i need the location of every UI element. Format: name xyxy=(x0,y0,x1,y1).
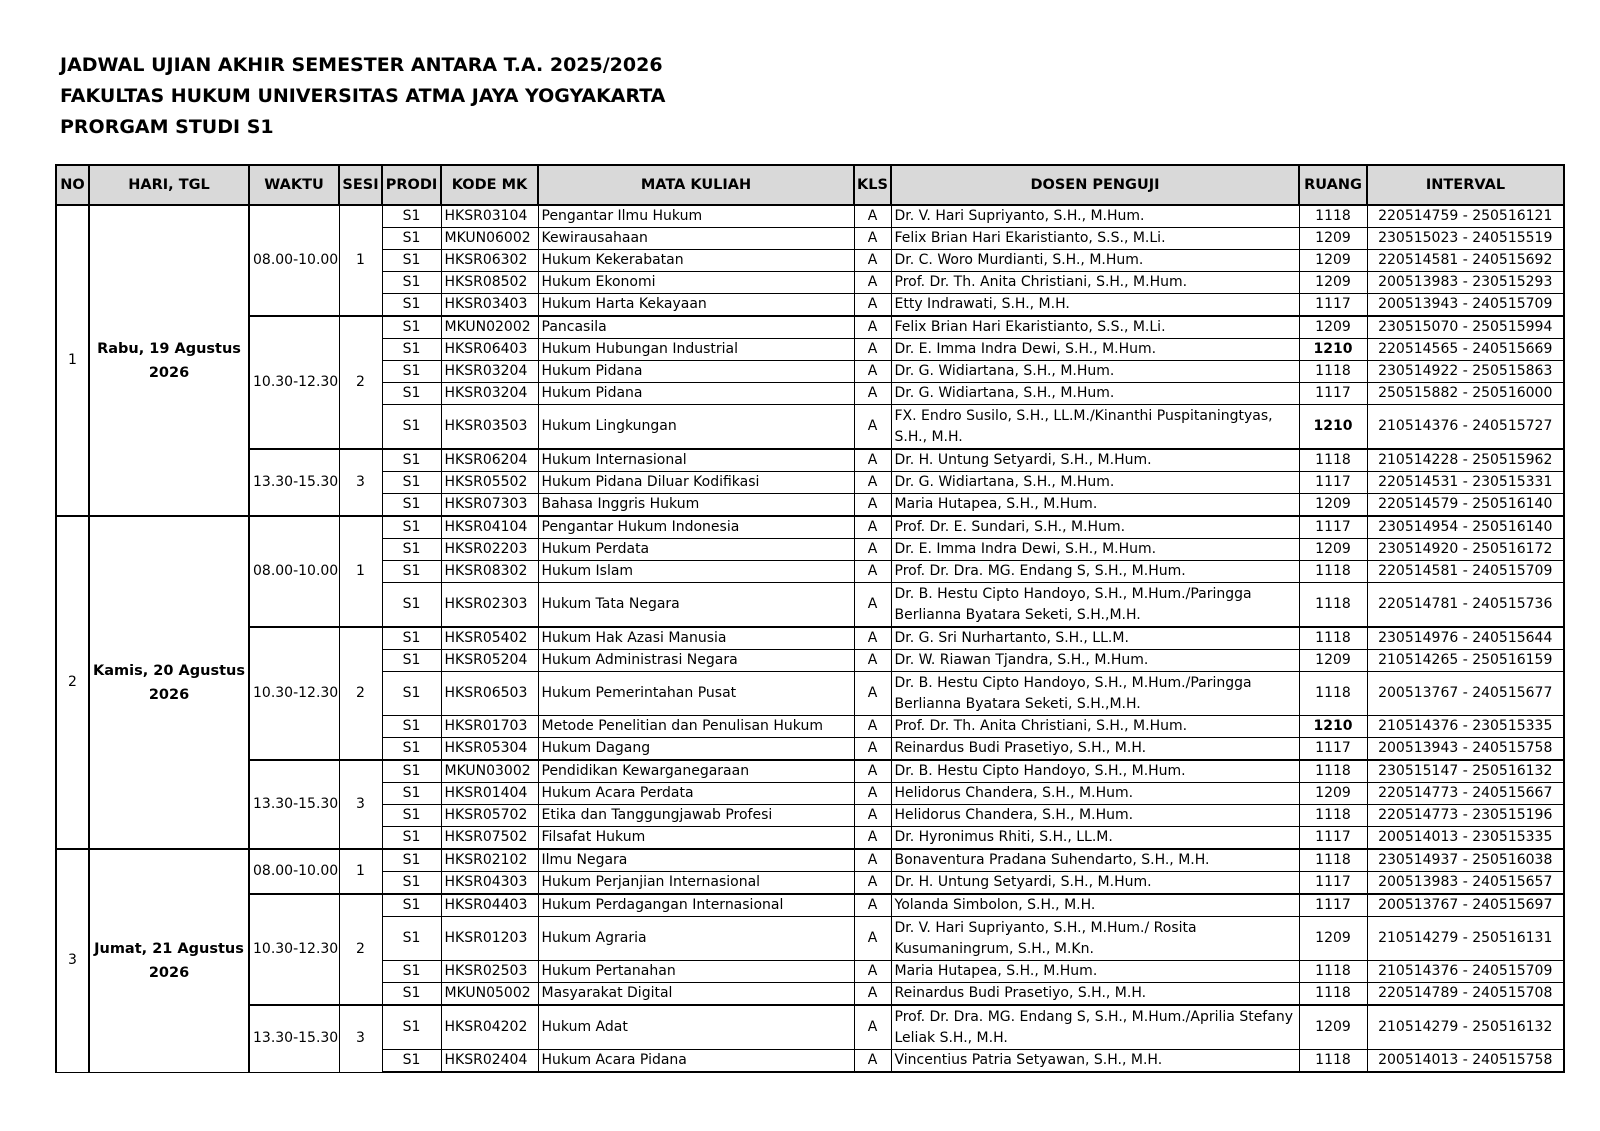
schedule-body xyxy=(56,205,1564,1072)
prodi-cell: S1 xyxy=(382,627,441,650)
mata-kuliah-cell: Hukum Lingkungan xyxy=(538,405,854,450)
prodi-cell: S1 xyxy=(382,449,441,472)
kls-cell: A xyxy=(854,961,891,983)
interval-cell: 210514376 - 240515727 xyxy=(1367,405,1564,450)
kode-mk-cell: HKSR05304 xyxy=(441,738,538,761)
mata-kuliah-cell: Pengantar Hukum Indonesia xyxy=(538,516,854,539)
ruang-cell: 1118 xyxy=(1299,361,1367,383)
kode-mk-cell: HKSR04403 xyxy=(441,894,538,917)
ruang-cell: 1209 xyxy=(1299,650,1367,672)
dosen-cell: Reinardus Budi Prasetiyo, S.H., M.H. xyxy=(891,738,1299,761)
mata-kuliah-cell: Hukum Pertanahan xyxy=(538,961,854,983)
kode-mk-cell: HKSR03403 xyxy=(441,294,538,317)
ruang-cell: 1209 xyxy=(1299,783,1367,805)
kode-mk-cell: HKSR04104 xyxy=(441,516,538,539)
kls-cell: A xyxy=(854,383,891,405)
interval-cell: 220514759 - 250516121 xyxy=(1367,205,1564,228)
mata-kuliah-cell: Bahasa Inggris Hukum xyxy=(538,494,854,517)
kode-mk-cell: HKSR02203 xyxy=(441,539,538,561)
dosen-cell: Dr. E. Imma Indra Dewi, S.H., M.Hum. xyxy=(891,539,1299,561)
kls-cell: A xyxy=(854,449,891,472)
kode-mk-cell: HKSR03204 xyxy=(441,383,538,405)
kls-cell: A xyxy=(854,1005,891,1050)
kode-mk-cell: HKSR06302 xyxy=(441,250,538,272)
table-row xyxy=(56,849,1564,872)
ruang-cell: 1117 xyxy=(1299,516,1367,539)
prodi-cell: S1 xyxy=(382,228,441,250)
col-header-waktu: WAKTU xyxy=(249,165,339,205)
kode-mk-cell: MKUN05002 xyxy=(441,983,538,1006)
dosen-cell: Dr. H. Untung Setyardi, S.H., M.Hum. xyxy=(891,449,1299,472)
interval-cell: 200514013 - 230515335 xyxy=(1367,827,1564,850)
interval-cell: 200513943 - 240515758 xyxy=(1367,738,1564,761)
mata-kuliah-cell: Hukum Kekerabatan xyxy=(538,250,854,272)
waktu-cell: 10.30-12.30 xyxy=(249,316,339,449)
hari-tgl-cell: Kamis, 20 Agustus 2026 xyxy=(89,516,249,849)
dosen-cell: Felix Brian Hari Ekaristianto, S.S., M.Li. xyxy=(891,316,1299,339)
dosen-cell: Prof. Dr. Th. Anita Christiani, S.H., M.Hum. xyxy=(891,716,1299,738)
ruang-cell: 1117 xyxy=(1299,872,1367,895)
dosen-cell: Prof. Dr. E. Sundari, S.H., M.Hum. xyxy=(891,516,1299,539)
mata-kuliah-cell: Hukum Tata Negara xyxy=(538,583,854,628)
waktu-cell: 13.30-15.30 xyxy=(249,1005,339,1072)
kls-cell: A xyxy=(854,294,891,317)
prodi-cell: S1 xyxy=(382,961,441,983)
interval-cell: 210514376 - 230515335 xyxy=(1367,716,1564,738)
interval-cell: 200513983 - 230515293 xyxy=(1367,272,1564,294)
kode-mk-cell: HKSR02503 xyxy=(441,961,538,983)
dosen-cell: Dr. E. Imma Indra Dewi, S.H., M.Hum. xyxy=(891,339,1299,361)
kls-cell: A xyxy=(854,539,891,561)
interval-cell: 220514781 - 240515736 xyxy=(1367,583,1564,628)
prodi-cell: S1 xyxy=(382,316,441,339)
kode-mk-cell: HKSR05502 xyxy=(441,472,538,494)
kode-mk-cell: HKSR06403 xyxy=(441,339,538,361)
kode-mk-cell: MKUN03002 xyxy=(441,760,538,783)
kode-mk-cell: MKUN06002 xyxy=(441,228,538,250)
ruang-cell: 1209 xyxy=(1299,316,1367,339)
no-cell: 3 xyxy=(56,849,89,1072)
interval-cell: 220514565 - 240515669 xyxy=(1367,339,1564,361)
interval-cell: 220514773 - 240515667 xyxy=(1367,783,1564,805)
dosen-cell: Yolanda Simbolon, S.H., M.H. xyxy=(891,894,1299,917)
waktu-cell: 13.30-15.30 xyxy=(249,449,339,516)
prodi-cell: S1 xyxy=(382,872,441,895)
prodi-cell: S1 xyxy=(382,894,441,917)
kls-cell: A xyxy=(854,672,891,716)
prodi-cell: S1 xyxy=(382,250,441,272)
waktu-cell: 10.30-12.30 xyxy=(249,627,339,760)
kode-mk-cell: HKSR05702 xyxy=(441,805,538,827)
kls-cell: A xyxy=(854,805,891,827)
mata-kuliah-cell: Metode Penelitian dan Penulisan Hukum xyxy=(538,716,854,738)
kode-mk-cell: HKSR02102 xyxy=(441,849,538,872)
dosen-cell: Maria Hutapea, S.H., M.Hum. xyxy=(891,494,1299,517)
ruang-cell: 1118 xyxy=(1299,583,1367,628)
kls-cell: A xyxy=(854,760,891,783)
ruang-cell: 1118 xyxy=(1299,961,1367,983)
interval-cell: 220514531 - 230515331 xyxy=(1367,472,1564,494)
mata-kuliah-cell: Masyarakat Digital xyxy=(538,983,854,1006)
waktu-cell: 08.00-10.00 xyxy=(249,205,339,316)
ruang-cell: 1210 xyxy=(1299,716,1367,738)
kode-mk-cell: MKUN02002 xyxy=(441,316,538,339)
mata-kuliah-cell: Hukum Perdagangan Internasional xyxy=(538,894,854,917)
mata-kuliah-cell: Hukum Adat xyxy=(538,1005,854,1050)
kls-cell: A xyxy=(854,738,891,761)
prodi-cell: S1 xyxy=(382,783,441,805)
mata-kuliah-cell: Hukum Pidana Diluar Kodifikasi xyxy=(538,472,854,494)
interval-cell: 230515147 - 250516132 xyxy=(1367,760,1564,783)
mata-kuliah-cell: Hukum Agraria xyxy=(538,917,854,961)
prodi-cell: S1 xyxy=(382,1050,441,1073)
dosen-cell: Dr. G. Widiartana, S.H., M.Hum. xyxy=(891,383,1299,405)
prodi-cell: S1 xyxy=(382,516,441,539)
col-header-mata-kuliah: MATA KULIAH xyxy=(538,165,854,205)
title-line-1: JADWAL UJIAN AKHIR SEMESTER ANTARA T.A. 2025/2026 xyxy=(60,54,663,76)
dosen-cell: Dr. C. Woro Murdianti, S.H., M.Hum. xyxy=(891,250,1299,272)
kode-mk-cell: HKSR01703 xyxy=(441,716,538,738)
kls-cell: A xyxy=(854,561,891,583)
kode-mk-cell: HKSR04202 xyxy=(441,1005,538,1050)
kls-cell: A xyxy=(854,250,891,272)
dosen-cell: Helidorus Chandera, S.H., M.Hum. xyxy=(891,805,1299,827)
ruang-cell: 1209 xyxy=(1299,250,1367,272)
dosen-cell: Felix Brian Hari Ekaristianto, S.S., M.Li. xyxy=(891,228,1299,250)
kls-cell: A xyxy=(854,894,891,917)
kode-mk-cell: HKSR08502 xyxy=(441,272,538,294)
waktu-cell: 08.00-10.00 xyxy=(249,516,339,627)
mata-kuliah-cell: Hukum Pidana xyxy=(538,361,854,383)
mata-kuliah-cell: Hukum Hak Azasi Manusia xyxy=(538,627,854,650)
dosen-cell: Maria Hutapea, S.H., M.Hum. xyxy=(891,961,1299,983)
col-header-dosen: DOSEN PENGUJI xyxy=(891,165,1299,205)
interval-cell: 230515023 - 240515519 xyxy=(1367,228,1564,250)
ruang-cell: 1117 xyxy=(1299,472,1367,494)
interval-cell: 200514013 - 240515758 xyxy=(1367,1050,1564,1073)
kode-mk-cell: HKSR06204 xyxy=(441,449,538,472)
interval-cell: 210514228 - 250515962 xyxy=(1367,449,1564,472)
waktu-cell: 10.30-12.30 xyxy=(249,894,339,1005)
kls-cell: A xyxy=(854,872,891,895)
dosen-cell: Etty Indrawati, S.H., M.H. xyxy=(891,294,1299,317)
ruang-cell: 1210 xyxy=(1299,405,1367,450)
kls-cell: A xyxy=(854,316,891,339)
col-header-interval: INTERVAL xyxy=(1367,165,1564,205)
kode-mk-cell: HKSR05402 xyxy=(441,627,538,650)
ruang-cell: 1118 xyxy=(1299,849,1367,872)
col-header-sesi: SESI xyxy=(339,165,382,205)
col-header-no: NO xyxy=(56,165,89,205)
prodi-cell: S1 xyxy=(382,272,441,294)
mata-kuliah-cell: Pendidikan Kewarganegaraan xyxy=(538,760,854,783)
ruang-cell: 1209 xyxy=(1299,272,1367,294)
ruang-cell: 1118 xyxy=(1299,1050,1367,1073)
prodi-cell: S1 xyxy=(382,849,441,872)
ruang-cell: 1209 xyxy=(1299,494,1367,517)
interval-cell: 230514954 - 250516140 xyxy=(1367,516,1564,539)
prodi-cell: S1 xyxy=(382,1005,441,1050)
mata-kuliah-cell: Kewirausahaan xyxy=(538,228,854,250)
table-row xyxy=(56,205,1564,228)
kls-cell: A xyxy=(854,494,891,517)
dosen-cell: Prof. Dr. Dra. MG. Endang S, S.H., M.Hum. xyxy=(891,561,1299,583)
sesi-cell: 1 xyxy=(339,205,382,316)
interval-cell: 230514937 - 250516038 xyxy=(1367,849,1564,872)
prodi-cell: S1 xyxy=(382,561,441,583)
prodi-cell: S1 xyxy=(382,672,441,716)
interval-cell: 220514579 - 250516140 xyxy=(1367,494,1564,517)
ruang-cell: 1209 xyxy=(1299,917,1367,961)
interval-cell: 220514581 - 240515692 xyxy=(1367,250,1564,272)
prodi-cell: S1 xyxy=(382,405,441,450)
kode-mk-cell: HKSR06503 xyxy=(441,672,538,716)
interval-cell: 230514922 - 250515863 xyxy=(1367,361,1564,383)
sesi-cell: 2 xyxy=(339,627,382,760)
ruang-cell: 1118 xyxy=(1299,449,1367,472)
ruang-cell: 1117 xyxy=(1299,738,1367,761)
table-row xyxy=(56,449,1564,472)
waktu-cell: 13.30-15.30 xyxy=(249,760,339,849)
mata-kuliah-cell: Hukum Pidana xyxy=(538,383,854,405)
interval-cell: 250515882 - 250516000 xyxy=(1367,383,1564,405)
table-row xyxy=(56,1005,1564,1050)
ruang-cell: 1117 xyxy=(1299,294,1367,317)
kode-mk-cell: HKSR03204 xyxy=(441,361,538,383)
sesi-cell: 1 xyxy=(339,516,382,627)
prodi-cell: S1 xyxy=(382,805,441,827)
kode-mk-cell: HKSR07502 xyxy=(441,827,538,850)
mata-kuliah-cell: Hukum Acara Pidana xyxy=(538,1050,854,1073)
kls-cell: A xyxy=(854,1050,891,1073)
mata-kuliah-cell: Hukum Administrasi Negara xyxy=(538,650,854,672)
ruang-cell: 1118 xyxy=(1299,561,1367,583)
kls-cell: A xyxy=(854,583,891,628)
kls-cell: A xyxy=(854,716,891,738)
ruang-cell: 1118 xyxy=(1299,760,1367,783)
kode-mk-cell: HKSR02303 xyxy=(441,583,538,628)
mata-kuliah-cell: Hukum Hubungan Industrial xyxy=(538,339,854,361)
dosen-cell: Reinardus Budi Prasetiyo, S.H., M.H. xyxy=(891,983,1299,1006)
prodi-cell: S1 xyxy=(382,917,441,961)
dosen-cell: Dr. W. Riawan Tjandra, S.H., M.Hum. xyxy=(891,650,1299,672)
dosen-cell: Dr. G. Widiartana, S.H., M.Hum. xyxy=(891,361,1299,383)
dosen-cell: Bonaventura Pradana Suhendarto, S.H., M.H. xyxy=(891,849,1299,872)
document-title-block xyxy=(60,50,665,143)
kls-cell: A xyxy=(854,228,891,250)
title-line-2: FAKULTAS HUKUM UNIVERSITAS ATMA JAYA YOGYAKARTA xyxy=(60,85,666,107)
sesi-cell: 1 xyxy=(339,849,382,894)
kls-cell: A xyxy=(854,516,891,539)
no-cell: 2 xyxy=(56,516,89,849)
exam-schedule-table xyxy=(55,164,1565,1073)
hari-tgl-cell: Rabu, 19 Agustus 2026 xyxy=(89,205,249,516)
ruang-cell: 1209 xyxy=(1299,1005,1367,1050)
no-cell: 1 xyxy=(56,205,89,516)
kode-mk-cell: HKSR03503 xyxy=(441,405,538,450)
kls-cell: A xyxy=(854,917,891,961)
ruang-cell: 1117 xyxy=(1299,827,1367,850)
mata-kuliah-cell: Hukum Perdata xyxy=(538,539,854,561)
interval-cell: 210514265 - 250516159 xyxy=(1367,650,1564,672)
interval-cell: 210514376 - 240515709 xyxy=(1367,961,1564,983)
mata-kuliah-cell: Hukum Harta Kekayaan xyxy=(538,294,854,317)
kls-cell: A xyxy=(854,849,891,872)
kode-mk-cell: HKSR08302 xyxy=(441,561,538,583)
header-row xyxy=(56,165,1564,205)
kls-cell: A xyxy=(854,361,891,383)
kls-cell: A xyxy=(854,983,891,1006)
kls-cell: A xyxy=(854,650,891,672)
hari-tgl-cell: Jumat, 21 Agustus 2026 xyxy=(89,849,249,1072)
kls-cell: A xyxy=(854,783,891,805)
dosen-cell: Dr. V. Hari Supriyanto, S.H., M.Hum./ Rosita Kusumaningrum, S.H., M.Kn. xyxy=(891,917,1299,961)
mata-kuliah-cell: Hukum Acara Perdata xyxy=(538,783,854,805)
table-row xyxy=(56,627,1564,650)
sesi-cell: 3 xyxy=(339,1005,382,1072)
sesi-cell: 3 xyxy=(339,760,382,849)
ruang-cell: 1117 xyxy=(1299,894,1367,917)
mata-kuliah-cell: Etika dan Tanggungjawab Profesi xyxy=(538,805,854,827)
dosen-cell: FX. Endro Susilo, S.H., LL.M./Kinanthi Puspitaningtyas, S.H., M.H. xyxy=(891,405,1299,450)
ruang-cell: 1209 xyxy=(1299,228,1367,250)
prodi-cell: S1 xyxy=(382,583,441,628)
mata-kuliah-cell: Hukum Internasional xyxy=(538,449,854,472)
interval-cell: 210514279 - 250516132 xyxy=(1367,1005,1564,1050)
ruang-cell: 1117 xyxy=(1299,383,1367,405)
dosen-cell: Prof. Dr. Dra. MG. Endang S, S.H., M.Hum./Aprilia Stefany Leliak S.H., M.H. xyxy=(891,1005,1299,1050)
ruang-cell: 1118 xyxy=(1299,983,1367,1006)
col-header-kode: KODE MK xyxy=(441,165,538,205)
prodi-cell: S1 xyxy=(382,760,441,783)
dosen-cell: Vincentius Patria Setyawan, S.H., M.H. xyxy=(891,1050,1299,1073)
mata-kuliah-cell: Hukum Islam xyxy=(538,561,854,583)
interval-cell: 230515070 - 250515994 xyxy=(1367,316,1564,339)
prodi-cell: S1 xyxy=(382,716,441,738)
kode-mk-cell: HKSR07303 xyxy=(441,494,538,517)
prodi-cell: S1 xyxy=(382,383,441,405)
kls-cell: A xyxy=(854,472,891,494)
mata-kuliah-cell: Pengantar Ilmu Hukum xyxy=(538,205,854,228)
dosen-cell: Dr. B. Hestu Cipto Handoyo, S.H., M.Hum./Paringga Berlianna Byatara Seketi, S.H.,M.H. xyxy=(891,672,1299,716)
mata-kuliah-cell: Ilmu Negara xyxy=(538,849,854,872)
title-line-3: PRORGAM STUDI S1 xyxy=(60,116,274,138)
kls-cell: A xyxy=(854,627,891,650)
prodi-cell: S1 xyxy=(382,472,441,494)
interval-cell: 200513767 - 240515697 xyxy=(1367,894,1564,917)
kls-cell: A xyxy=(854,205,891,228)
interval-cell: 200513943 - 240515709 xyxy=(1367,294,1564,317)
dosen-cell: Dr. B. Hestu Cipto Handoyo, S.H., M.Hum./Paringga Berlianna Byatara Seketi, S.H.,M.H. xyxy=(891,583,1299,628)
dosen-cell: Dr. B. Hestu Cipto Handoyo, S.H., M.Hum. xyxy=(891,760,1299,783)
col-header-kls: KLS xyxy=(854,165,891,205)
prodi-cell: S1 xyxy=(382,205,441,228)
ruang-cell: 1118 xyxy=(1299,627,1367,650)
mata-kuliah-cell: Pancasila xyxy=(538,316,854,339)
sesi-cell: 2 xyxy=(339,894,382,1005)
dosen-cell: Prof. Dr. Th. Anita Christiani, S.H., M.Hum. xyxy=(891,272,1299,294)
interval-cell: 220514789 - 240515708 xyxy=(1367,983,1564,1006)
waktu-cell: 08.00-10.00 xyxy=(249,849,339,894)
prodi-cell: S1 xyxy=(382,738,441,761)
ruang-cell: 1209 xyxy=(1299,539,1367,561)
kls-cell: A xyxy=(854,339,891,361)
mata-kuliah-cell: Hukum Ekonomi xyxy=(538,272,854,294)
dosen-cell: Dr. G. Widiartana, S.H., M.Hum. xyxy=(891,472,1299,494)
kode-mk-cell: HKSR03104 xyxy=(441,205,538,228)
col-header-ruang: RUANG xyxy=(1299,165,1367,205)
mata-kuliah-cell: Filsafat Hukum xyxy=(538,827,854,850)
prodi-cell: S1 xyxy=(382,650,441,672)
mata-kuliah-cell: Hukum Pemerintahan Pusat xyxy=(538,672,854,716)
kls-cell: A xyxy=(854,405,891,450)
table-row xyxy=(56,894,1564,917)
interval-cell: 220514773 - 230515196 xyxy=(1367,805,1564,827)
dosen-cell: Dr. G. Sri Nurhartanto, S.H., LL.M. xyxy=(891,627,1299,650)
interval-cell: 220514581 - 240515709 xyxy=(1367,561,1564,583)
kls-cell: A xyxy=(854,827,891,850)
kode-mk-cell: HKSR01404 xyxy=(441,783,538,805)
interval-cell: 210514279 - 250516131 xyxy=(1367,917,1564,961)
ruang-cell: 1118 xyxy=(1299,805,1367,827)
prodi-cell: S1 xyxy=(382,494,441,517)
dosen-cell: Dr. V. Hari Supriyanto, S.H., M.Hum. xyxy=(891,205,1299,228)
sesi-cell: 2 xyxy=(339,316,382,449)
prodi-cell: S1 xyxy=(382,539,441,561)
interval-cell: 200513983 - 240515657 xyxy=(1367,872,1564,895)
col-header-prodi: PRODI xyxy=(382,165,441,205)
ruang-cell: 1118 xyxy=(1299,672,1367,716)
kls-cell: A xyxy=(854,272,891,294)
ruang-cell: 1210 xyxy=(1299,339,1367,361)
prodi-cell: S1 xyxy=(382,827,441,850)
interval-cell: 200513767 - 240515677 xyxy=(1367,672,1564,716)
mata-kuliah-cell: Hukum Dagang xyxy=(538,738,854,761)
prodi-cell: S1 xyxy=(382,983,441,1006)
prodi-cell: S1 xyxy=(382,294,441,317)
prodi-cell: S1 xyxy=(382,361,441,383)
table-row xyxy=(56,760,1564,783)
kode-mk-cell: HKSR05204 xyxy=(441,650,538,672)
col-header-hari: HARI, TGL xyxy=(89,165,249,205)
kode-mk-cell: HKSR01203 xyxy=(441,917,538,961)
dosen-cell: Dr. Hyronimus Rhiti, S.H., LL.M. xyxy=(891,827,1299,850)
table-row xyxy=(56,516,1564,539)
mata-kuliah-cell: Hukum Perjanjian Internasional xyxy=(538,872,854,895)
table-row xyxy=(56,316,1564,339)
kode-mk-cell: HKSR02404 xyxy=(441,1050,538,1073)
kode-mk-cell: HKSR04303 xyxy=(441,872,538,895)
prodi-cell: S1 xyxy=(382,339,441,361)
dosen-cell: Dr. H. Untung Setyardi, S.H., M.Hum. xyxy=(891,872,1299,895)
sesi-cell: 3 xyxy=(339,449,382,516)
interval-cell: 230514920 - 250516172 xyxy=(1367,539,1564,561)
ruang-cell: 1118 xyxy=(1299,205,1367,228)
dosen-cell: Helidorus Chandera, S.H., M.Hum. xyxy=(891,783,1299,805)
interval-cell: 230514976 - 240515644 xyxy=(1367,627,1564,650)
